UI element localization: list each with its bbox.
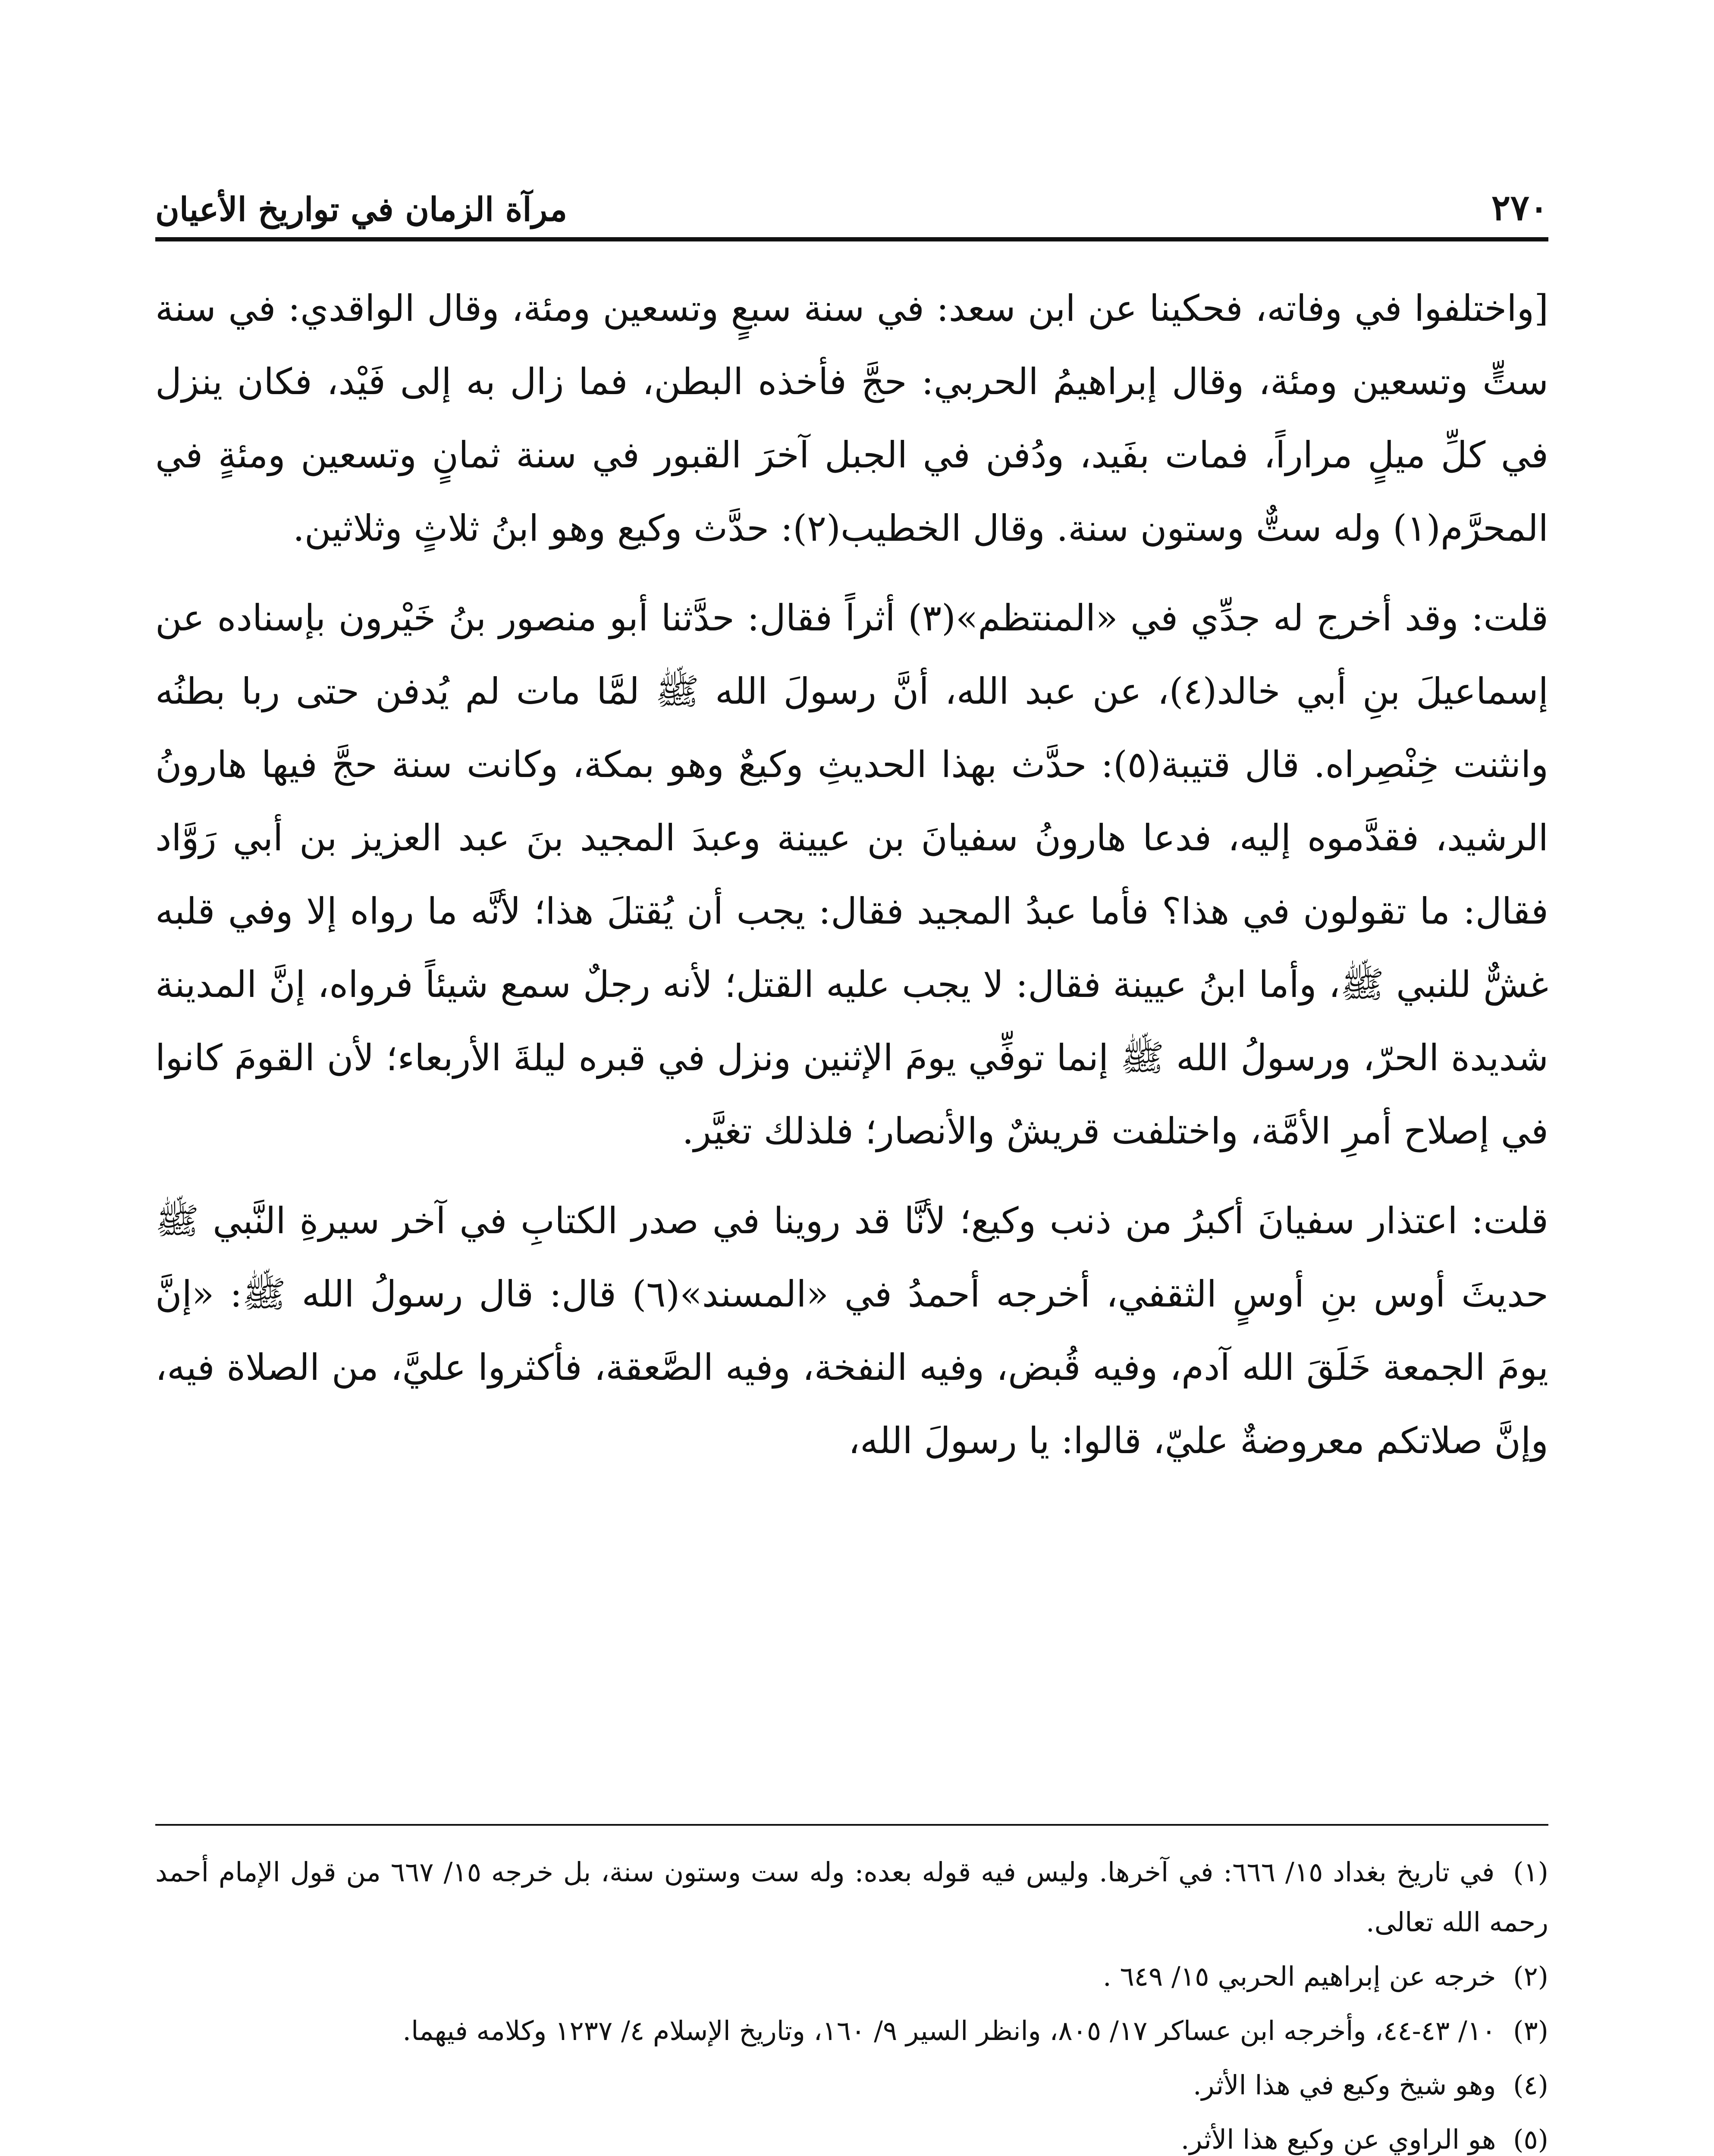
- page-header: [155, 164, 1548, 241]
- footnote-text: خرجه عن إبراهيم الحربي ١٥/ ٦٤٩ .: [1103, 1961, 1496, 1992]
- footnotes-section: [155, 1824, 1548, 2156]
- footnote-text: وهو شيخ وكيع في هذا الأثر.: [1193, 2069, 1496, 2101]
- footnote: [155, 2115, 1548, 2156]
- running-title: مرآة الزمان في تواريخ الأعيان: [155, 190, 568, 229]
- footnote-number: (١): [1513, 1856, 1548, 1888]
- footnote: [155, 2060, 1548, 2110]
- footnote-text: في تاريخ بغداد ١٥/ ٦٦٦: في آخرها. وليس فيه قوله بعده: وله ست وستون سنة، بل خرجه ١٥/ ٦٦٧ من قول الإمام أحمد رحمه الله تعالى.: [155, 1856, 1548, 1938]
- footnote-number: (٣): [1513, 2015, 1548, 2046]
- footnote: [155, 1952, 1548, 2002]
- footnote-number: (٤): [1513, 2069, 1548, 2101]
- paragraph: قلت: اعتذار سفيانَ أكبرُ من ذنب وكيع؛ لأنَّا قد روينا في صدر الكتابِ في آخر سيرةِ النَّبي ﷺ حديثَ أوس بنِ أوسٍ الثقفي، أخرجه أحمدُ في «المسند»(٦) قال: قال رسولُ الله ﷺ: «إنَّ يومَ الجمعة خَلَقَ الله آدم، وفيه قُبض، وفيه النفخة، وفيه الصَّعقة، فأكثروا عليَّ، من الصلاة فيه، وإنَّ صلاتكم معروضةٌ عليّ، قالوا: يا رسولَ الله،: [155, 1200, 1548, 1462]
- book-page: [155, 164, 1549, 2155]
- footnote-text: هو الراوي عن وكيع هذا الأثر.: [1180, 2124, 1496, 2155]
- footnote-number: (٥): [1513, 2124, 1548, 2155]
- footnote: [155, 2006, 1548, 2056]
- footnote: [155, 1847, 1548, 1947]
- main-text: [155, 272, 1548, 1477]
- paragraph: قلت: وقد أخرج له جدِّي في «المنتظم»(٣) أثراً فقال: حدَّثنا أبو منصور بنُ خَيْرون بإسناده عن إسماعيلَ بنِ أبي خالد(٤)، عن عبد الله، أنَّ رسولَ الله ﷺ لمَّا مات لم يُدفن حتى ربا بطنُه وانثنت خِنْصِراه. قال قتيبة(٥): حدَّث بهذا الحديثِ وكيعٌ وهو بمكة، وكانت سنة حجَّ فيها هارونُ الرشيد، فقدَّموه إليه، فدعا هارونُ سفيانَ بن عيينة وعبدَ المجيد بنَ عبد العزيز بن أبي رَوَّاد فقال: ما تقولون في هذا؟ فأما عبدُ المجيد فقال: يجب أن يُقتلَ هذا؛ لأنَّه ما رواه إلا وفي قلبه غشٌّ للنبي ﷺ، وأما ابنُ عيينة فقال: لا يجب عليه القتل؛ لأنه رجلٌ سمع شيئاً فرواه، إنَّ المدينة شديدة الحرّ، ورسولُ الله ﷺ إنما توفِّي يومَ الإثنين ونزل في قبره ليلةَ الأربعاء؛ لأن القومَ كانوا في إصلاح أمرِ الأمَّة، واختلفت قريشٌ والأنصار؛ فلذلك تغيَّر.: [155, 597, 1549, 1152]
- footnote-number: (٢): [1513, 1961, 1548, 1992]
- footnote-text: ١٠/ ٤٣-٤٤، وأخرجه ابن عساكر ١٧/ ٨٠٥، وانظر السير ٩/ ١٦٠، وتاريخ الإسلام ٤/ ١٢٣٧ وكلامه فيهما.: [402, 2015, 1496, 2046]
- paragraph: [واختلفوا في وفاته، فحكينا عن ابن سعد: في سنة سبعٍ وتسعين ومئة، وقال الواقدي: في سنة ستٍّ وتسعين ومئة، وقال إبراهيمُ الحربي: حجَّ فأخذه البطن، فما زال به إلى فَيْد، فكان ينزل في كلِّ ميلٍ مراراً، فمات بفَيد، ودُفن في الجبل آخرَ القبور في سنة ثمانٍ وتسعين ومئةٍ في المحرَّم(١) وله ستٌّ وستون سنة. وقال الخطيب(٢): حدَّث وكيع وهو ابنُ ثلاثٍ وثلاثين.: [155, 287, 1548, 549]
- page-number: ٢٧٠: [1491, 187, 1548, 229]
